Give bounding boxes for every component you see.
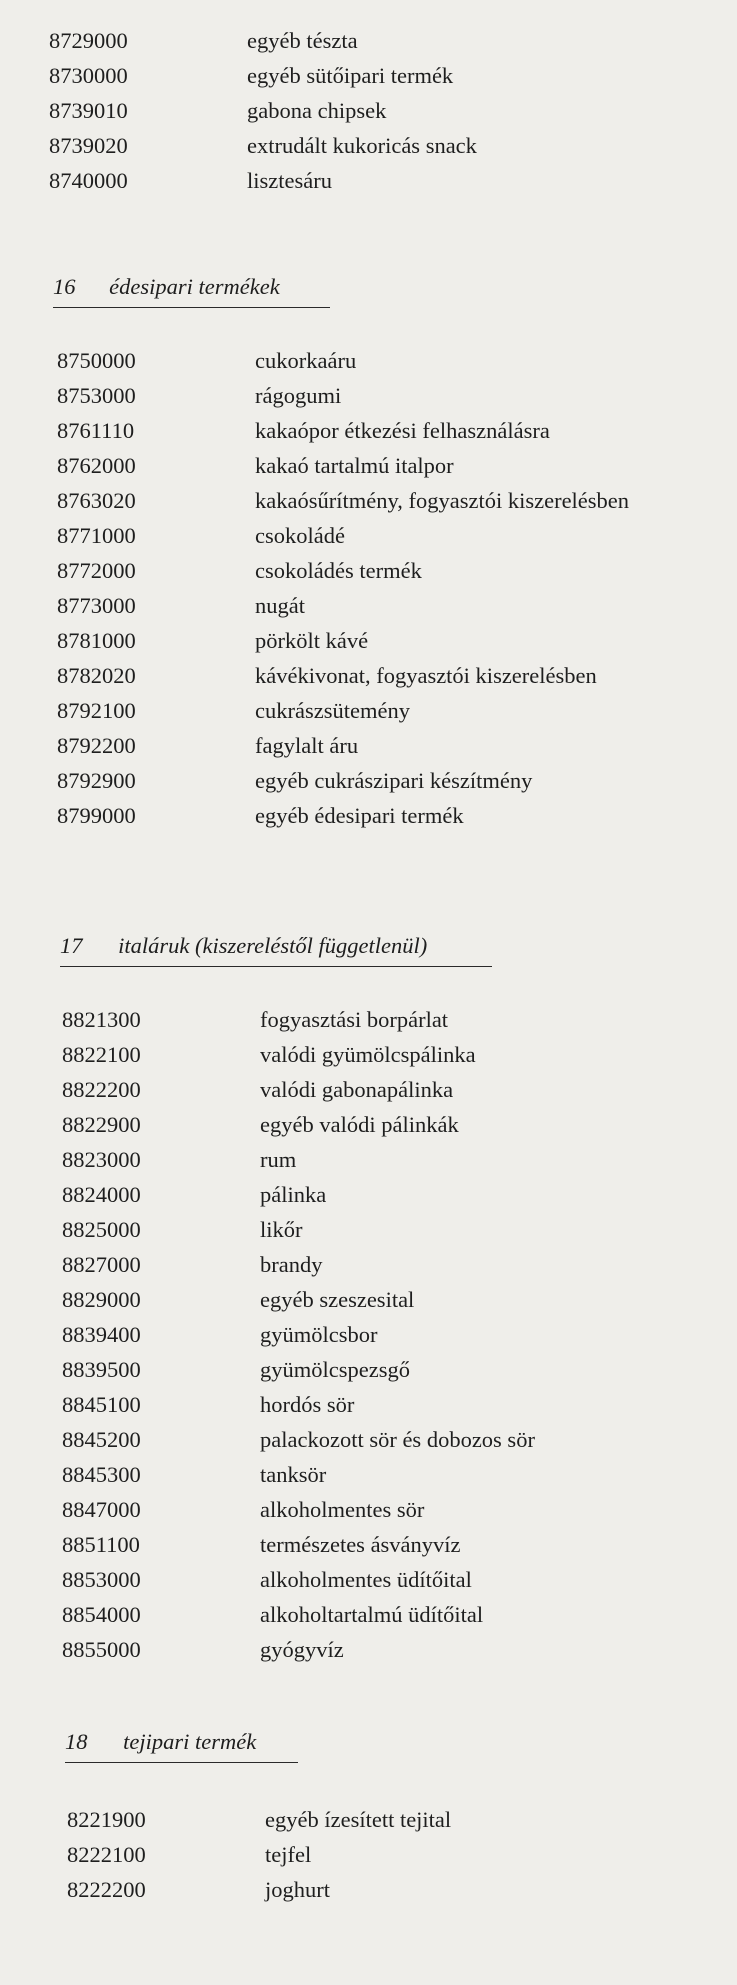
item-code: 8823000 bbox=[62, 1147, 141, 1172]
item-description: egyéb sütőipari termék bbox=[247, 63, 454, 88]
item-description: brandy bbox=[260, 1252, 323, 1277]
item-code: 8799000 bbox=[57, 803, 136, 828]
item-description: tanksör bbox=[260, 1462, 327, 1487]
item-code: 8773000 bbox=[57, 593, 136, 618]
section-list bbox=[62, 1002, 737, 1667]
list-item bbox=[62, 1562, 737, 1597]
item-description: joghurt bbox=[265, 1877, 330, 1902]
item-code: 8853000 bbox=[62, 1567, 141, 1592]
list-item bbox=[62, 1002, 737, 1037]
item-code: 8839400 bbox=[62, 1322, 141, 1347]
list-item bbox=[49, 128, 737, 163]
item-description: palackozott sör és dobozos sör bbox=[260, 1427, 535, 1452]
section-title: italáruk (kiszereléstől függetlenül) bbox=[118, 933, 428, 958]
item-code: 8845200 bbox=[62, 1427, 141, 1452]
item-code: 8824000 bbox=[62, 1182, 141, 1207]
item-code: 8829000 bbox=[62, 1287, 141, 1312]
item-code: 8221900 bbox=[67, 1807, 146, 1832]
list-item bbox=[62, 1527, 737, 1562]
list-item bbox=[67, 1872, 737, 1907]
item-code: 8781000 bbox=[57, 628, 136, 653]
item-description: valódi gyümölcspálinka bbox=[260, 1042, 476, 1067]
section-number: 18 bbox=[65, 1729, 88, 1754]
item-code: 8825000 bbox=[62, 1217, 141, 1242]
item-description: alkoholtartalmú üdítőital bbox=[260, 1602, 484, 1627]
item-code: 8855000 bbox=[62, 1637, 141, 1662]
item-description: rágogumi bbox=[255, 383, 342, 408]
list-item bbox=[57, 728, 737, 763]
item-code: 8821300 bbox=[62, 1007, 141, 1032]
item-code: 8822900 bbox=[62, 1112, 141, 1137]
item-description: pálinka bbox=[260, 1182, 327, 1207]
section-number: 17 bbox=[60, 933, 83, 958]
item-code: 8792200 bbox=[57, 733, 136, 758]
item-code: 8222200 bbox=[67, 1877, 146, 1902]
item-code: 8839500 bbox=[62, 1357, 141, 1382]
list-item bbox=[49, 58, 737, 93]
list-item bbox=[62, 1492, 737, 1527]
list-item bbox=[49, 23, 737, 58]
list-item bbox=[57, 798, 737, 833]
list-item bbox=[62, 1037, 737, 1072]
list-item bbox=[57, 658, 737, 693]
intro-list bbox=[49, 23, 737, 198]
list-item bbox=[57, 413, 737, 448]
list-item bbox=[62, 1212, 737, 1247]
section-number: 16 bbox=[53, 274, 76, 299]
item-description: kakaó tartalmú italpor bbox=[255, 453, 454, 478]
item-description: csokoládés termék bbox=[255, 558, 422, 583]
list-item bbox=[62, 1352, 737, 1387]
list-item bbox=[57, 378, 737, 413]
section-list bbox=[67, 1802, 737, 1907]
item-description: gyógyvíz bbox=[260, 1637, 344, 1662]
item-code: 8740000 bbox=[49, 168, 128, 193]
list-item bbox=[62, 1317, 737, 1352]
item-code: 8222100 bbox=[67, 1842, 146, 1867]
section-heading bbox=[53, 272, 330, 308]
item-description: cukorkaáru bbox=[255, 348, 357, 373]
list-item bbox=[62, 1282, 737, 1317]
item-description: gabona chipsek bbox=[247, 98, 387, 123]
list-item bbox=[62, 1142, 737, 1177]
section-heading bbox=[65, 1727, 298, 1763]
list-item bbox=[67, 1837, 737, 1872]
item-description: fogyasztási borpárlat bbox=[260, 1007, 449, 1032]
list-item bbox=[49, 93, 737, 128]
list-item bbox=[62, 1387, 737, 1422]
item-code: 8845100 bbox=[62, 1392, 141, 1417]
item-code: 8739010 bbox=[49, 98, 128, 123]
item-description: alkoholmentes sör bbox=[260, 1497, 425, 1522]
item-code: 8792100 bbox=[57, 698, 136, 723]
item-description: egyéb édesipari termék bbox=[255, 803, 464, 828]
item-description: valódi gabonapálinka bbox=[260, 1077, 454, 1102]
list-item bbox=[62, 1597, 737, 1632]
list-item bbox=[57, 623, 737, 658]
item-description: gyümölcsbor bbox=[260, 1322, 378, 1347]
item-description: rum bbox=[260, 1147, 297, 1172]
list-item bbox=[57, 553, 737, 588]
item-description: egyéb cukrászipari készítmény bbox=[255, 768, 533, 793]
section-list bbox=[57, 343, 737, 833]
item-description: természetes ásványvíz bbox=[260, 1532, 461, 1557]
item-code: 8739020 bbox=[49, 133, 128, 158]
list-item bbox=[49, 163, 737, 198]
item-code: 8822200 bbox=[62, 1077, 141, 1102]
list-item bbox=[62, 1177, 737, 1212]
item-description: egyéb szeszesital bbox=[260, 1287, 415, 1312]
list-item bbox=[57, 693, 737, 728]
list-item bbox=[62, 1422, 737, 1457]
item-description: likőr bbox=[260, 1217, 303, 1242]
item-code: 8730000 bbox=[49, 63, 128, 88]
list-item bbox=[57, 483, 737, 518]
item-code: 8753000 bbox=[57, 383, 136, 408]
list-item bbox=[62, 1632, 737, 1667]
item-code: 8792900 bbox=[57, 768, 136, 793]
item-code: 8782020 bbox=[57, 663, 136, 688]
item-code: 8772000 bbox=[57, 558, 136, 583]
section-title: édesipari termékek bbox=[109, 274, 280, 299]
item-code: 8851100 bbox=[62, 1532, 140, 1557]
item-description: kakaópor étkezési felhasználásra bbox=[255, 418, 550, 443]
section-title: tejipari termék bbox=[123, 1729, 257, 1754]
item-description: csokoládé bbox=[255, 523, 345, 548]
item-description: gyümölcspezsgő bbox=[260, 1357, 410, 1382]
section-heading bbox=[60, 931, 492, 967]
item-code: 8822100 bbox=[62, 1042, 141, 1067]
item-code: 8750000 bbox=[57, 348, 136, 373]
item-code: 8763020 bbox=[57, 488, 136, 513]
item-description: hordós sör bbox=[260, 1392, 355, 1417]
item-description: kakaósűrítmény, fogyasztói kiszerelésben bbox=[255, 488, 630, 513]
item-description: egyéb ízesített tejital bbox=[265, 1807, 452, 1832]
item-code: 8845300 bbox=[62, 1462, 141, 1487]
list-item bbox=[62, 1107, 737, 1142]
list-item bbox=[62, 1457, 737, 1492]
item-description: alkoholmentes üdítőital bbox=[260, 1567, 472, 1592]
item-code: 8847000 bbox=[62, 1497, 141, 1522]
item-description: nugát bbox=[255, 593, 305, 618]
list-item bbox=[57, 763, 737, 798]
list-item bbox=[57, 518, 737, 553]
item-code: 8771000 bbox=[57, 523, 136, 548]
item-code: 8827000 bbox=[62, 1252, 141, 1277]
item-description: tejfel bbox=[265, 1842, 312, 1867]
item-description: fagylalt áru bbox=[255, 733, 359, 758]
list-item bbox=[62, 1072, 737, 1107]
list-item bbox=[67, 1802, 737, 1837]
list-item bbox=[57, 588, 737, 623]
item-code: 8762000 bbox=[57, 453, 136, 478]
item-description: pörkölt kávé bbox=[255, 628, 369, 653]
item-description: kávékivonat, fogyasztói kiszerelésben bbox=[255, 663, 597, 688]
item-code: 8854000 bbox=[62, 1602, 141, 1627]
list-item bbox=[57, 343, 737, 378]
item-description: lisztesáru bbox=[247, 168, 332, 193]
item-description: egyéb tészta bbox=[247, 28, 358, 53]
item-description: egyéb valódi pálinkák bbox=[260, 1112, 459, 1137]
item-description: cukrászsütemény bbox=[255, 698, 410, 723]
list-item bbox=[57, 448, 737, 483]
item-code: 8761110 bbox=[57, 418, 135, 443]
item-code: 8729000 bbox=[49, 28, 128, 53]
list-item bbox=[62, 1247, 737, 1282]
item-description: extrudált kukoricás snack bbox=[247, 133, 477, 158]
